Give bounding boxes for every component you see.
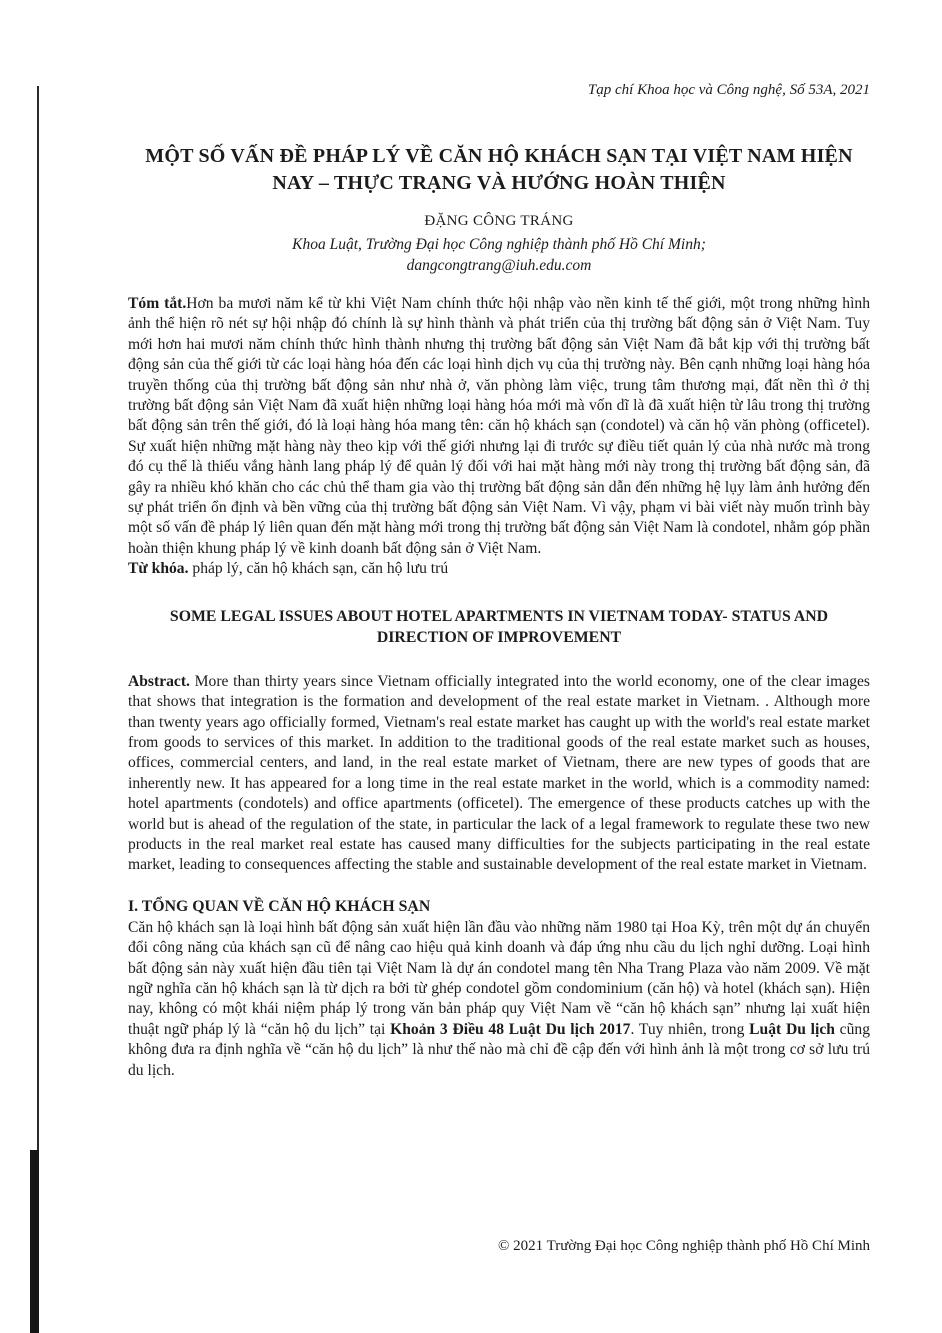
paper-title-vi: MỘT SỐ VẤN ĐỀ PHÁP LÝ VỀ CĂN HỘ KHÁCH SẠN TẠI VIỆT NAM HIỆN NAY – THỰC TRẠNG VÀ HƯỚNG HOÀN THIỆN: [145, 145, 853, 194]
keywords-vi-label: Từ khóa.: [128, 560, 189, 578]
abstract-vi: [128, 294, 870, 559]
abstract-en-label: Abstract.: [128, 672, 190, 690]
scan-left-line: [37, 86, 39, 1150]
journal-header: Tạp chí Khoa học và Công nghệ, Số 53A, 2021: [587, 82, 870, 98]
page-content: [128, 82, 870, 1081]
author-email: dangcongtrang@iuh.edu.com: [406, 257, 592, 274]
abstract-en: [128, 672, 870, 876]
page-footer: © 2021 Trường Đại học Công nghiệp thành phố Hồ Chí Minh: [497, 1238, 870, 1254]
keywords-vi: [128, 559, 870, 579]
paper-title-en: SOME LEGAL ISSUES ABOUT HOTEL APARTMENTS IN VIETNAM TODAY- STATUS AND DIRECTION OF IMPROVEMENT: [169, 607, 829, 646]
section-1-body: Căn hộ khách sạn là loại hình bất động sản xuất hiện lần đầu vào những năm 1980 tại Hoa Kỳ, trên một dự án chuyển đổi công năng của khách sạn cũ để nâng cao hiệu quả kinh doanh và đáp ứng nhu cầu du lịch nghỉ dưỡng. Loại hình bất động sản này xuất hiện đầu tiên tại Việt Nam là dự án condotel mang tên Nha Trang Plaza vào năm 2009. Về mặt ngữ nghĩa căn hộ khách sạn là từ dịch ra bởi từ ghép condotel gồm condominium (căn hộ) và hotel (khách sạn). Hiện nay, không có một khái niệm pháp lý trong văn bản pháp quy Việt Nam về “căn hộ khách sạn” nhưng lại xuất hiện thuật ngữ pháp lý là “căn hộ du lịch” tại Khoản 3 Điều 48 Luật Du lịch 2017. Tuy nhiên, trong Luật Du lịch cũng không đưa ra định nghĩa về “căn hộ du lịch” là như thế nào mà chỉ đề cập đến với hình ảnh là một trong cơ sở lưu trú du lịch.: [128, 918, 870, 1079]
keywords-vi-text: pháp lý, căn hộ khách sạn, căn hộ lưu trú: [188, 560, 449, 578]
section-1-heading: I. TỔNG QUAN VỀ CĂN HỘ KHÁCH SẠN: [128, 897, 431, 915]
abstract-en-text: More than thirty years since Vietnam officially integrated into the world economy, one of the clear images that shows that integration is the formation and development of the real estate market in Vietnam. . Although more than twenty years ago officially formed, Vietnam's real estate market has caught up with the world's real estate market from goods to services of this market. In addition to the traditional goods of the real estate market such as houses, offices, commercial centers, and land, in the real estate market of Vietnam, there are new types of goods that are inherently new. It has appeared for a long time in the real estate market in the world, which is a commodity named: hotel apartments (condotels) and office apartments (officetel). The emergence of these products catches up with the world but is ahead of the regulation of the state, in particular the lack of a legal framework to regulate these two new products in the real market real estate has caused many difficulties for the subjects participating in the real estate market, leading to consequences affecting the stable and sustainable development of the real estate market in Vietnam.: [128, 672, 870, 874]
author-name: ĐẶNG CÔNG TRÁNG: [424, 213, 574, 229]
scan-left-bar: [30, 1150, 39, 1333]
abstract-vi-label: Tóm tắt.: [128, 295, 187, 312]
author-affiliation: Khoa Luật, Trường Đại học Công nghiệp thành phố Hồ Chí Minh;: [292, 236, 706, 253]
abstract-vi-text: Hơn ba mươi năm kể từ khi Việt Nam chính thức hội nhập vào nền kinh tế thế giới, một trong những hình ảnh thể hiện rõ nét sự hội nhập đó chính là sự hình thành và phát triển của thị trường bất động sản ở Việt Nam. Tuy mới hơn hai mươi năm chính thức hình thành nhưng thị trường bất động sản Việt Nam đã bắt kịp với thị trường bất động sản của thế giới từ các loại hàng hóa đến các loại hình dịch vụ của thị trường này. Bên cạnh những loại hàng hóa truyền thống của thị trường bất động sản như nhà ở, văn phòng làm việc, trung tâm thương mại, đất nền thì ở thị trường bất động sản Việt Nam đã xuất hiện những loại hàng hóa mới mà vốn dĩ là đã xuất hiện từ lâu trong thị trường bất động sản trên thế giới, đó là loại hàng hóa mang tên: căn hộ khách sạn (condotel) và căn hộ văn phòng (officetel). Sự xuất hiện những mặt hàng này theo kịp với thế giới nhưng lại đi trước sự điều tiết quản lý của nhà nước mà trong đó cụ thể là thiếu vắng hành lang pháp lý để quản lý đối với hai mặt hàng mới này trong thị trường bất động sản, đã gây ra nhiều khó khăn cho các chủ thể tham gia vào thị trường bất động sản dẫn đến những hệ lụy làm ảnh hưởng đến sự phát triển ổn định và bền vững của thị trường bất động sản Việt Nam. Vì vậy, phạm vi bài viết này muốn trình bày một số vấn đề pháp lý liên quan đến mặt hàng mới trong thị trường bất động sản Việt Nam là condotel, nhằm góp phần hoàn thiện khung pháp lý về kinh doanh bất động sản ở Việt Nam.: [128, 295, 871, 557]
